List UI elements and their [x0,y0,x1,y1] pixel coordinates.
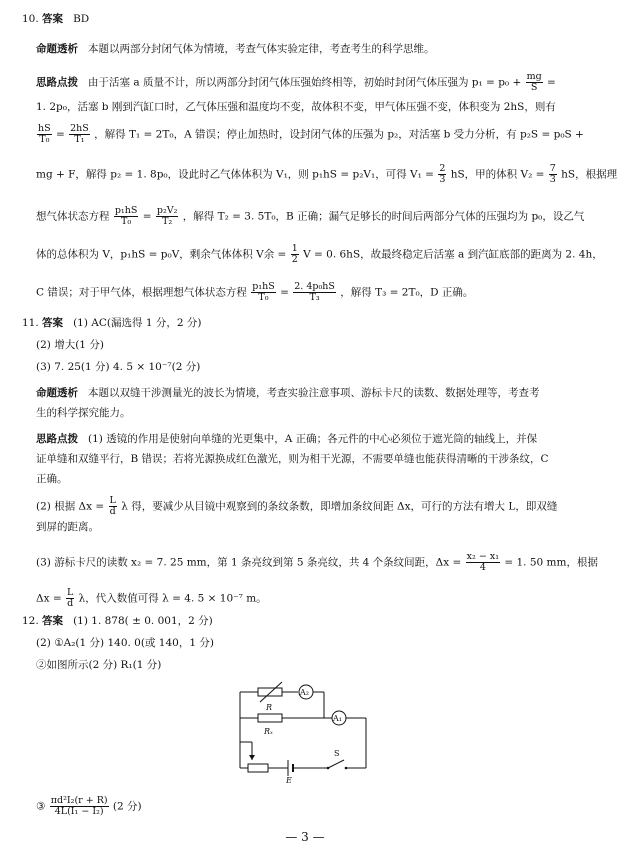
rheostat-r [258,688,282,696]
rheostat-arrow [260,682,282,702]
switch-pivot [327,767,330,770]
label-rx: Rₓ [264,727,273,736]
label-e: E [286,776,292,785]
q10-line-1: 思路点拨 由于活塞 a 质量不计，所以两部分封闭气体压强始终相等，初始时封闭气体压强为 p₁ = p₀ + $\frac{mg}{S}$ = [36,71,556,93]
q12-answer-3: ②如图所示(2 分) R₁(1 分) [36,659,162,671]
q11-answer-2: (2) 增大(1 分) [36,339,104,351]
q10-answer-line: 10. 答案 BD [22,13,90,25]
q12-answer-4: ③ $\frac{\text{πd²I₂(r + R)}}{\text{4L(I₁ − I₂)}}$ (2 分) [36,795,142,817]
q10-line-3: $\frac{hS}{\text{T₀}}$ = $\frac{2hS}{\text{T₁}}$ ，解得 T₁ = 2T₀，A 错误；停止加热时，设封闭气体的压强为 p₂，对活塞 b 受力分析，有 p₂S = p₀S + [38,123,584,145]
page-number: — 3 — [285,830,325,844]
q11-p2: (2) 根据 Δx = $\frac{L}{d}$ λ 得，要减少从目镜中观察到的条纹条数，即增加条纹间距 Δx，可行的方法有增大 L，即双缝 [36,495,558,517]
q11-s3: 正确。 [36,473,68,485]
q10-line-7: C 错误；对于甲气体，根据理想气体状态方程 $\frac{\text{p₁hS}}{\text{T₀}}$ = $\frac{\text{2. 4p₀hS}}{\text{T₃}}$ ，解得 T₃ = 2T₀，D 正确。 [36,281,474,303]
circuit-diagram [228,680,388,784]
q11-mtt-2: 生的科学探究能力。 [36,407,131,419]
q12-answer-line: 12. 答案 (1) 1. 878( ± 0. 001，2 分) [22,615,213,627]
q10-line-4: mg + F，解得 p₂ = 1. 8p₀，设此时乙气体体积为 V₁，则 p₁hS = p₂V₁，可得 V₁ = $\frac{2}{3}$ hS，甲的体积 V₂ = $\frac{7}{3}$ hS，根据理 [36,163,617,185]
q11-s1: 思路点拨 (1) 透镜的作用是使射向单缝的光更集中，A 正确；各元件的中心必须位于遮光筒的轴线上，并保 [36,433,538,445]
q11-answer-line: 11. 答案 (1) AC(漏选得 1 分，2 分) [22,317,202,329]
label-a2: A₂ [300,688,309,697]
divider-tap-arrow [249,755,255,760]
q10-line-2: 1. 2p₀，活塞 b 刚到汽缸口时，乙气体压强和温度均不变，故体积不变，甲气体压强不变，体积变为 2hS，则有 [36,101,556,113]
q10-line-6: 体的总体积为 V，p₁hS = p₀V，剩余气体体积 V余 = $\frac{1}{2}$ V = 0. 6hS，故最终稳定后活塞 a 到汽缸底部的距离为 2. 4h， [36,243,603,265]
label-s: S [334,749,340,758]
q11-answer-3: (3) 7. 25(1 分) 4. 5 × 10⁻⁷(2 分) [36,361,201,373]
switch-contact [345,767,348,770]
q11-p3: (3) 游标卡尺的读数 x₂ = 7. 25 mm，第 1 条亮纹到第 5 条亮纹，共 4 个条纹间距，Δx = $\frac{\text{x₂ − x₁}}{4}$ = 1. 50 mm，根据 [36,551,598,573]
q11-p2c: 到屏的距离。 [36,521,99,533]
switch-blade [328,760,344,768]
resistor-rx [258,714,282,722]
q11-p4: Δx = $\frac{L}{d}$ λ，代入数值可得 λ = 4. 5 × 10⁻⁷ m。 [36,587,267,609]
q11-mtt-1: 命题透析 本题以双缝干涉测量光的波长为情境，考查实验注意事项、游标卡尺的读数、数据处理等，考查考 [36,387,540,399]
divider-resistor [248,764,268,772]
label-a1: A₁ [333,714,342,723]
label-r: R [266,703,273,712]
q10-mtt: 命题透析 本题以两部分封闭气体为情境，考查气体实验定律，考查考生的科学思维。 [36,43,435,55]
q12-answer-2: (2) ①A₂(1 分) 140. 0(或 140，1 分) [36,637,214,649]
q11-s2: 证单缝和双缝平行，B 错误；若将光源换成红色激光，则为相干光源，不需要单缝也能获得清晰的干涉条纹，C [36,453,549,465]
q10-line-5: 想气体状态方程 $\frac{\text{p₁hS}}{\text{T₀}}$ = $\frac{\text{p₂V₂}}{\text{T₂}}$ ，解得 T₂ = 3. 5T₀，B 正确；漏气足够长的时间后两部分气体的压强均为 p₀，设乙气 [36,205,585,227]
